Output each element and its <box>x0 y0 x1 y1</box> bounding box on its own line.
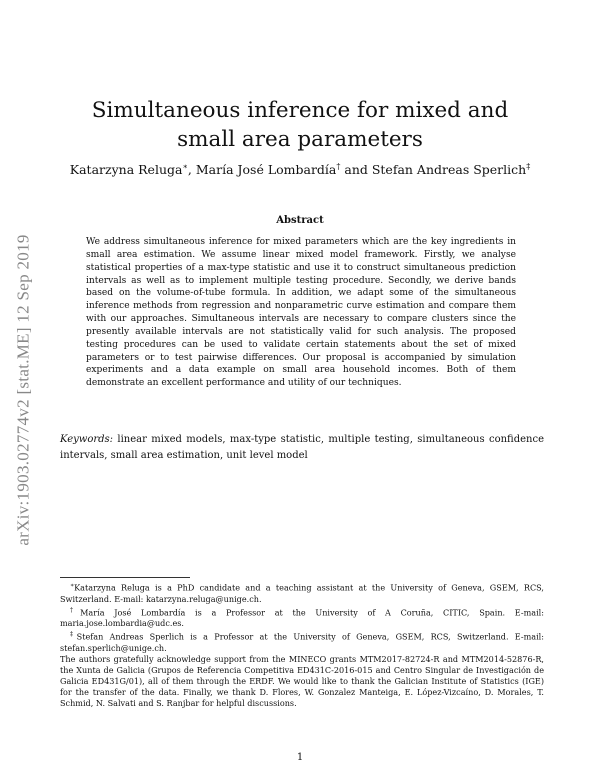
abstract-heading: Abstract <box>276 215 324 226</box>
author-separator: and <box>340 162 372 178</box>
footnotes <box>60 580 544 709</box>
footnote-mark: † <box>336 162 341 171</box>
footnote-text: María José Lombardía is a Professor at the University of A Coruña, CITIC, Spain. E-mail: maria.jose.lombardia@udc.es. <box>60 607 544 629</box>
footnote-text: Stefan Andreas Sperlich is a Professor at the University of Geneva, GSEM, RCS, Switzerland. E-mail: stefan.sperlich@unige.ch. <box>60 632 544 654</box>
keywords-text: linear mixed models, max-type statistic, multiple testing, simultaneous confidence intervals, small area estimation, unit level model <box>60 434 544 461</box>
footnote-mark: ‡ <box>70 631 77 639</box>
author-list <box>60 162 540 177</box>
footnote <box>60 605 544 630</box>
author-name: Stefan Andreas Sperlich <box>371 162 527 178</box>
page-number: 1 <box>296 752 304 763</box>
footnote <box>60 629 544 654</box>
keywords-label: Keywords: <box>60 434 114 445</box>
arxiv-identifier: arXiv:1903.02774v2 [stat.ME] 12 Sep 2019 <box>14 234 34 546</box>
footnote-mark: ∗ <box>182 162 188 171</box>
footnote-text: Katarzyna Reluga is a PhD candidate and a teaching assistant at the University of Geneva, GSEM, RCS, Switzerland. E-mail: katarzyna.reluga@unige.ch. <box>60 582 544 604</box>
footnote-mark: † <box>70 606 81 614</box>
footnote <box>60 580 544 605</box>
footnote-mark: ∗ <box>70 582 75 589</box>
acknowledgement: The authors gratefully acknowledge support from the MINECO grants MTM2017-82724-R and MTM2014-52876-R, the Xunta de Galicia (Grupos de Referencia Competitiva ED431C-2016-015 and Centro Singular de Investigación de Galicia ED431G/01), all of them through the ERDF. We would like to thank the Galician Institute of Statistics (IGE) for the transfer of the data. Finally, we thank D. Flores, W. Gonzalez Manteiga, E. López-Vizcaíno, D. Morales, T. Schmid, N. Salvati and S. Ranjbar for helpful discussions. <box>60 654 544 709</box>
footnote-divider <box>60 577 190 578</box>
keywords <box>60 432 544 463</box>
author-name: Katarzyna Reluga <box>69 162 183 178</box>
abstract-text: We address simultaneous inference for mixed parameters which are the key ingredients in small area estimation. We assume linear mixed model framework. Firstly, we analyse statistical properties of a max-type statistic and use it to construct simultaneous prediction intervals as well as to implement multiple testing procedure. Secondly, we derive bands based on the volume-of-tube formula. In addition, we adapt some of the simultaneous inference methods from regression and nonparametric curve estimation and compare them with our approaches. Simultaneous intervals are necessary to compare clusters since the presently available intervals are not statistically valid for such analysis. The proposed testing procedures can be used to validate certain statements about the set of mixed parameters or to test pairwise differences. Our proposal is accompanied by simulation experiments and a data example on small area household incomes. Both of them demonstrate an excellent performance and utility of our techniques. <box>86 237 516 389</box>
paper-title: Simultaneous inference for mixed and small area parameters <box>91 98 509 152</box>
footnote-mark: ‡ <box>526 162 531 171</box>
arxiv-side-stamp <box>6 210 42 570</box>
author-separator: , <box>187 162 196 178</box>
author-name: María José Lombardía <box>195 162 337 178</box>
